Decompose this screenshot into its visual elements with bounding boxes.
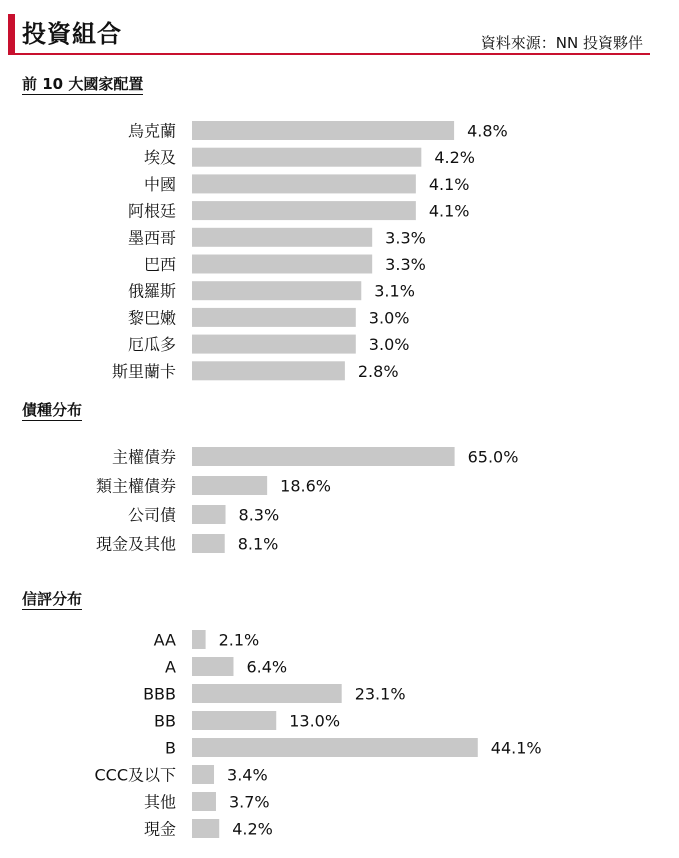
value-label: 2.1% xyxy=(218,630,260,650)
value-label: 4.1% xyxy=(428,174,470,194)
category-label: 現金 xyxy=(143,819,176,839)
category-label: BB xyxy=(154,711,176,731)
bar xyxy=(192,684,342,703)
value-label: 3.4% xyxy=(227,765,268,785)
value-label: 3.0% xyxy=(368,308,410,328)
bar xyxy=(192,819,219,838)
section-title-countries: 前 10 大國家配置 xyxy=(22,75,144,93)
value-label: 3.0% xyxy=(368,335,410,355)
category-label: 其他 xyxy=(143,792,176,812)
value-label: 23.1% xyxy=(354,684,406,704)
bar xyxy=(192,255,372,274)
category-label: 現金及其他 xyxy=(95,534,176,554)
value-label: 8.3% xyxy=(238,505,280,525)
category-label: B xyxy=(165,738,176,758)
value-label: 4.8% xyxy=(467,121,508,141)
value-label: 8.1% xyxy=(237,534,279,554)
value-label: 3.3% xyxy=(385,255,426,274)
category-label: 埃及 xyxy=(143,148,176,168)
category-label: 俄羅斯 xyxy=(127,281,176,301)
category-label: 厄瓜多 xyxy=(127,335,176,355)
bar xyxy=(192,148,421,167)
value-label: 4.2% xyxy=(232,819,273,839)
section-title-rating: 信評分布 xyxy=(22,590,83,608)
category-label: 公司債 xyxy=(127,505,176,525)
category-label: 斯里蘭卡 xyxy=(111,361,176,381)
value-label: 3.7% xyxy=(228,792,270,812)
bar xyxy=(192,447,455,466)
value-label: 3.1% xyxy=(374,281,415,301)
value-label: 44.1% xyxy=(490,738,542,758)
category-label: 類主權債券 xyxy=(95,476,176,496)
category-label: 烏克蘭 xyxy=(127,121,176,141)
category-label: 主權債券 xyxy=(111,447,176,467)
source-note: 資料來源：NN 投資夥伴 xyxy=(480,34,643,52)
bar xyxy=(192,228,372,247)
value-label: 4.1% xyxy=(428,201,470,221)
value-label: 4.2% xyxy=(434,148,475,168)
bar xyxy=(192,657,233,676)
page-title: 投資組合 xyxy=(22,20,122,48)
bar xyxy=(192,505,226,524)
bar xyxy=(192,738,478,757)
section-title-debt-type: 債種分布 xyxy=(22,401,83,419)
value-label: 13.0% xyxy=(289,711,341,731)
bar xyxy=(192,121,454,140)
bar xyxy=(192,174,416,193)
category-label: 巴西 xyxy=(143,255,176,274)
category-label: CCC及以下 xyxy=(94,765,176,785)
category-label: 中國 xyxy=(143,174,176,194)
bar xyxy=(192,308,356,327)
category-label: A xyxy=(165,657,176,677)
bar xyxy=(192,792,216,811)
category-label: BBB xyxy=(143,684,176,704)
category-label: AA xyxy=(153,630,176,650)
value-label: 6.4% xyxy=(246,657,288,677)
value-label: 65.0% xyxy=(467,447,519,467)
category-label: 黎巴嫩 xyxy=(127,308,176,328)
category-label: 阿根廷 xyxy=(127,201,176,221)
bar xyxy=(192,201,416,220)
bar xyxy=(192,711,276,730)
bar xyxy=(192,361,345,380)
value-label: 2.8% xyxy=(357,361,399,381)
bar xyxy=(192,335,356,354)
bar xyxy=(192,281,361,300)
bar xyxy=(192,630,206,649)
bar xyxy=(192,476,267,495)
category-label: 墨西哥 xyxy=(127,228,176,248)
value-label: 18.6% xyxy=(280,476,331,496)
value-label: 3.3% xyxy=(385,228,426,248)
bar xyxy=(192,765,214,784)
bar xyxy=(192,534,225,553)
